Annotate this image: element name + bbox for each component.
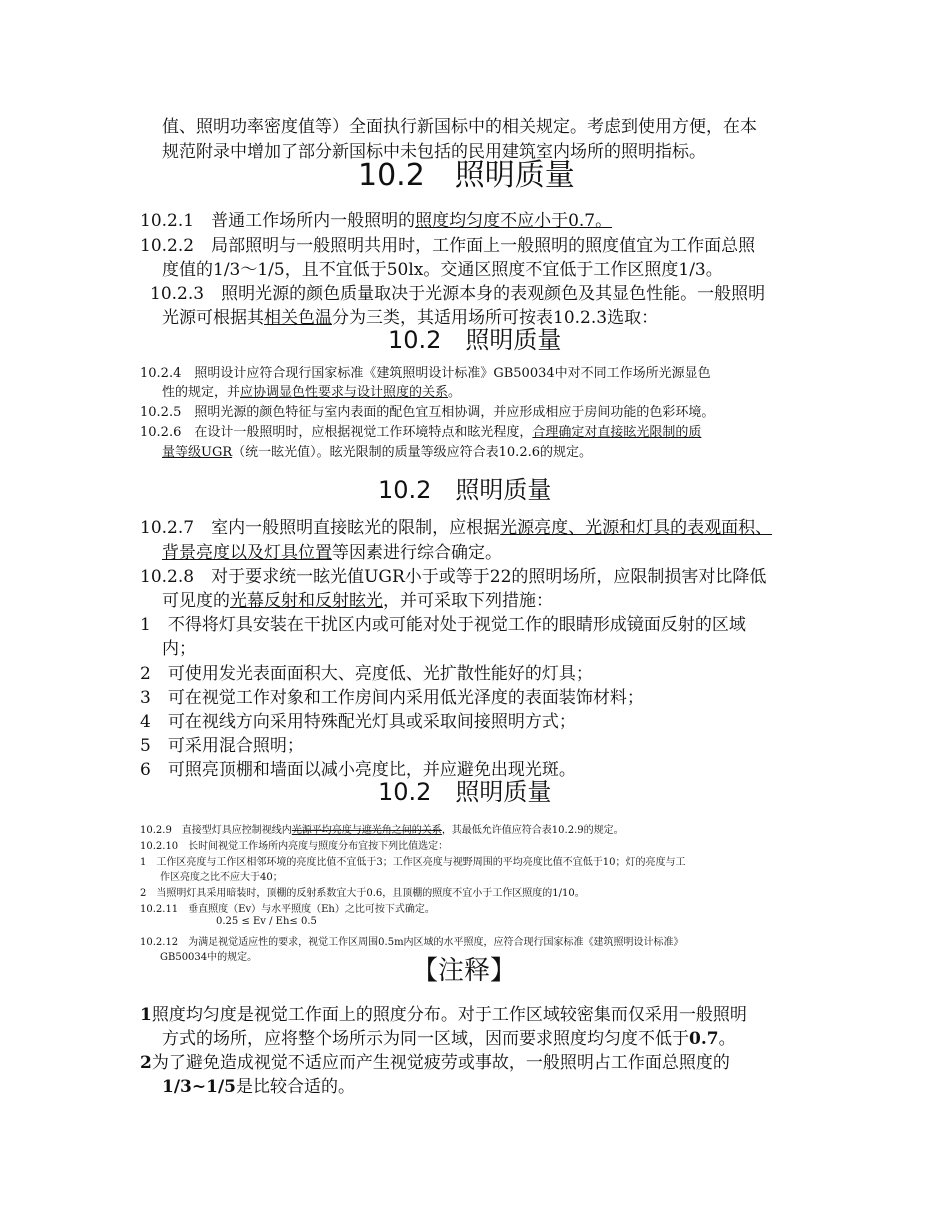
section-heading-2: 10.2 照明质量 bbox=[388, 326, 562, 354]
list-item-6: 6 可照亮顶棚和墙面以减小亮度比，并应避免出现光斑。 bbox=[140, 760, 576, 780]
note-2-line-1: 2为了避免造成视觉不适应而产生视觉疲劳或事故，一般照明占工作面总照度的 bbox=[140, 1053, 730, 1073]
clause-10-2-3-line-2: 光源可根据其相关色温分为三类，其适用场所可按表10.2.3选取： bbox=[162, 308, 659, 328]
ratio-item-1-line-1: 1 工作区亮度与工作区相邻环境的亮度比值不宜低于3；工作区亮度与视野周围的平均亮度比值不宜低于10；灯的亮度与工 bbox=[140, 857, 686, 868]
list-item-1-line-2: 内； bbox=[162, 639, 196, 659]
section-heading-1: 10.2 照明质量 bbox=[358, 158, 575, 193]
clause-10-2-12-line-2: GB50034中的规定。 bbox=[160, 952, 258, 963]
list-item-1-line-1: 1 不得将灯具安装在干扰区内或可能对处于视觉工作的眼睛形成镜面反射的区域 bbox=[140, 615, 746, 635]
clause-10-2-4-line-1: 10.2.4 照明设计应符合现行国家标准《建筑照明设计标准》GB50034中对不同工作场所光源显色 bbox=[140, 366, 711, 381]
clause-10-2-5: 10.2.5 照明光源的颜色特征与室内表面的配色宜互相协调，并应形成相应于房间功能的色彩环境。 bbox=[140, 405, 715, 420]
clause-10-2-1: 10.2.1 普通工作场所内一般照明的照度均匀度不应小于0.7。 bbox=[140, 211, 613, 231]
note-1-line-1: 1照度均匀度是视觉工作面上的照度分布。对于工作区域较密集而仅采用一般照明 bbox=[140, 1005, 747, 1025]
note-2-line-2: 1/3~1/5是比较合适的。 bbox=[162, 1077, 355, 1097]
illuminance-formula: 0.25 ≤ Ev / Eh≤ 0.5 bbox=[216, 916, 317, 927]
clause-10-2-2-line-1: 10.2.2 局部照明与一般照明共用时，工作面上一般照明的照度值宜为工作面总照 bbox=[140, 236, 756, 256]
clause-10-2-12-line-1: 10.2.12 为满足视觉适应性的要求，视觉工作区周围0.5m内区域的水平照度，应符合现行国家标准《建筑照明设计标准》 bbox=[140, 937, 684, 948]
clause-10-2-8-line-1: 10.2.8 对于要求统一眩光值UGR小于或等于22的照明场所，应限制损害对比降低 bbox=[140, 567, 767, 587]
clause-10-2-8-line-2: 可见度的光幕反射和反射眩光，并可采取下列措施： bbox=[162, 591, 553, 611]
note-1-line-2: 方式的场所，应将整个场所示为同一区域，因而要求照度均匀度不低于0.7。 bbox=[162, 1029, 736, 1049]
intro-line-2: 规范附录中增加了部分新国标中未包括的民用建筑室内场所的照明指标。 bbox=[162, 142, 706, 162]
list-item-3: 3 可在视觉工作对象和工作房间内采用低光泽度的表面装饰材料； bbox=[140, 688, 644, 708]
ratio-item-2: 2 当照明灯具采用暗装时，顶棚的反射系数宜大于0.6，且顶棚的照度不宜小于工作区照度的1/10。 bbox=[140, 888, 585, 899]
notes-heading: 【注释】 bbox=[412, 956, 517, 986]
clause-10-2-7-line-2: 背景亮度以及灯具位置等因素进行综合确定。 bbox=[162, 543, 502, 563]
list-item-2: 2 可使用发光表面面积大、亮度低、光扩散性能好的灯具； bbox=[140, 664, 593, 684]
clause-10-2-7-line-1: 10.2.7 室内一般照明直接眩光的限制，应根据光源亮度、光源和灯具的表观面积、 bbox=[140, 518, 773, 538]
clause-10-2-2-line-2: 度值的1/3～1/5，且不宜低于50lx。交通区照度不宜低于工作区照度1/3。 bbox=[162, 260, 723, 280]
clause-10-2-4-line-2: 性的规定，并应协调显色性要求与设计照度的关系。 bbox=[162, 385, 462, 400]
section-heading-3: 10.2 照明质量 bbox=[378, 476, 552, 504]
intro-line-1: 值、照明功率密度值等）全面执行新国标中的相关规定。考虑到使用方便，在本 bbox=[162, 117, 757, 137]
clause-10-2-3-line-1: 10.2.3 照明光源的颜色质量取决于光源本身的表观颜色及其显色性能。一般照明 bbox=[150, 284, 766, 304]
clause-10-2-11: 10.2.11 垂直照度（Ev）与水平照度（Eh）之比可按下式确定。 bbox=[140, 904, 435, 915]
list-item-4: 4 可在视线方向采用特殊配光灯具或采取间接照明方式； bbox=[140, 712, 576, 732]
ratio-item-1-line-2: 作区亮度之比不应大于40； bbox=[160, 872, 283, 883]
clause-10-2-6-line-1: 10.2.6 在设计一般照明时，应根据视觉工作环境特点和眩光程度，合理确定对直接眩光限制的质 bbox=[140, 425, 702, 440]
clause-10-2-6-line-2: 量等级UGR（统一眩光值）。眩光限制的质量等级应符合表10.2.6的规定。 bbox=[162, 445, 592, 460]
clause-10-2-9: 10.2.9 直接型灯具应控制视线内光源平均亮度与遮光角之间的关系，其最低允许值应符合表10.2.9的规定。 bbox=[140, 825, 624, 836]
list-item-5: 5 可采用混合照明； bbox=[140, 736, 304, 756]
section-heading-4: 10.2 照明质量 bbox=[378, 778, 552, 806]
clause-10-2-10: 10.2.10 长时间视觉工作场所内亮度与照度分布宜按下列比值选定： bbox=[140, 841, 449, 852]
